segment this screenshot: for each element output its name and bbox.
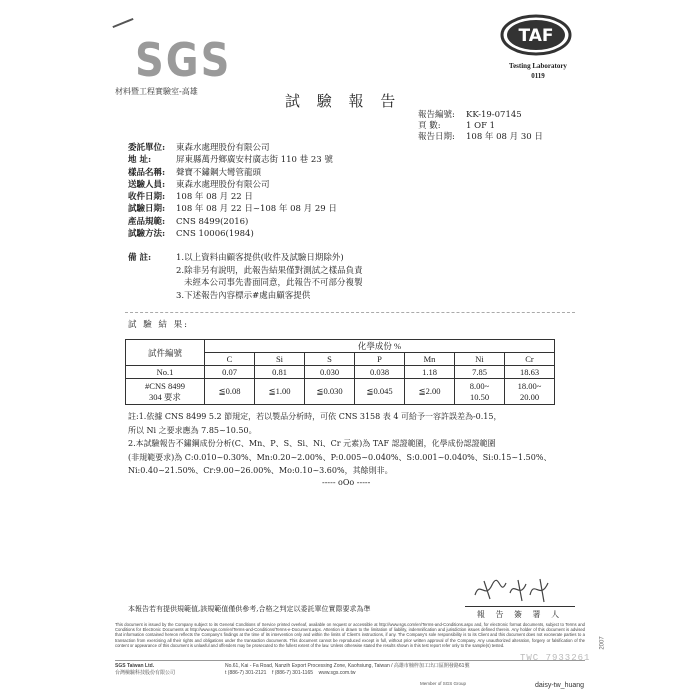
page-label: 頁 數: [418,121,441,131]
field-value: 東森水處理股份有限公司 [176,143,270,153]
table-cell: ≦0.045 [355,379,405,405]
field-key: 試驗日期: [128,204,166,215]
field-value: CNS 8499(2016) [176,216,249,227]
date-value: 108 年 08 月 30 日 [466,132,543,142]
column-header: Si [255,353,305,366]
taf-sub-line2: 0119 [531,72,545,80]
corner-text: daisy-tw_huang [535,682,585,689]
table-note-line: 2.本試驗報告不鏽鋼成份分析(C、Mn、P、S、Si、Ni、Cr 元素)為 TAF 認證範圍，化學成份認證範圍 [128,439,496,448]
column-header: C [205,353,255,366]
field-key: 試驗方法: [128,229,166,240]
table-cell: 18.63 [505,366,555,379]
note-item: 1.以上資料由顧客提供(收件及試驗日期除外) [176,253,344,263]
disclaimer-text: This document is issued by the Company subject to its General Conditions of Service printed overleaf, available on request or accessible at http://www.sgs.com/en/Terms-and-Conditions.aspx and, for electronic format documents, subject to Terms and Conditions for Electronic Documents at http://www.sgs.com/en/Terms-and-Conditions/Terms-e-Document.aspx. Attention is drawn to the limitation of liability, indemnification and jurisdiction issues defined therein. Any holder of this document is advised that information contained hereon reflects the Company's findings at the time of its intervention only and within the limits of Client's instructions, if any. The Company's sole responsibility is to its Client and this document does not exonerate parties to a transaction from exercising all their rights and obligations under the transaction documents. This document cannot be reproduced except in full, without prior written approval of the Company. Any unauthorized alteration, forgery or falsification of the content or appearance of this document is unlawful and offenders may be prosecuted to the fullest extent of the law. Unless otherwise stated the results shown in this test report refer only to the sample(s) tested. [115,622,585,648]
address-block [225,663,545,676]
table-cell: 1.18 [405,366,455,379]
taf-logo-icon [500,14,572,56]
taf-logo-text: TAF [518,26,554,46]
results-table [125,339,555,405]
table-note-line: (非規範要求)為 C:0.010~0.30%、Mn:0.20~2.00%、P:0.005~0.040%、S:0.001~0.040%、Si:0.15~1.50%、 [128,452,552,462]
member-text: Member of SGS Group [420,681,467,686]
table-note-line: 註:1.依據 CNS 8499 5.2 節規定，若以製品分析時，可依 CNS 3158 表 4 可給予一容許誤差為-0.15， [128,412,502,421]
field-value: 108 年 08 月 22 日 [176,192,253,203]
field-value: 聲寶不鏽鋼大彎管龍頭 [176,167,262,178]
field-key: 產品規範: [128,216,166,227]
table-cell: 7.85 [455,366,505,379]
report-no-value: KK-19-07145 [466,110,522,120]
composition-header: 化學成份 % [205,340,555,353]
table-note-line: 所以 Ni 之要求應為 7.85~10.50。 [128,425,257,435]
company-block [115,663,175,676]
field-value: 東森水處理股份有限公司 [176,179,270,190]
notes-label: 備 註: [128,253,152,263]
end-mark: ----- oOo ----- [322,478,371,487]
table-cell: 0.038 [355,366,405,379]
divider [125,312,575,313]
report-title: 試 驗 報 告 [285,92,402,110]
lab-name: 材料暨工程實驗室-高雄 [115,87,198,96]
footer-divider [115,660,585,661]
column-header: P [355,353,405,366]
table-cell: ≦0.08 [205,379,255,405]
row-label: No.1 [126,366,205,379]
column-header: Mn [405,353,455,366]
table-cell: 0.07 [205,366,255,379]
field-row [128,142,337,154]
footer-note: 本報告若有提供規範值,該規範值僅供參考,合格之判定以委託單位實際要求為準 [128,605,371,613]
company-fax: f (886-7) 301-1165 [271,669,314,676]
table-cell: 8.00~ 10.50 [455,379,505,405]
field-row [128,203,337,215]
pen-mark [112,18,133,28]
taf-sub-line1: Testing Laboratory [509,62,567,70]
table-cell: 18.00~ 20.00 [505,379,555,405]
field-row [128,216,337,228]
table-cell: ≦1.00 [255,379,305,405]
sample-header: 試件編號 [126,340,205,366]
field-key: 委託單位: [128,143,166,153]
note-item: 2.除非另有說明，此報告結果僅對測試之樣品負責 [176,265,363,276]
report-no-label: 報告編號: [418,110,455,120]
row-label: #CNS 8499 304 要求 [126,379,205,405]
table-row [126,379,555,405]
field-row [128,191,337,203]
page-value: 1 OF 1 [466,121,496,131]
company-web: www.sgs.com.tw [318,669,356,676]
taf-subtitle [498,61,578,81]
field-value: 108 年 08 月 22 日~108 年 08 月 29 日 [176,204,337,215]
table-cell: ≦2.00 [405,379,455,405]
stamp-code: TWC 7933261 [520,653,591,663]
sgs-logo: SGS [135,34,232,88]
field-key: 樣品名稱: [128,167,166,178]
company-name-zh: 台灣檢驗科技股份有限公司 [115,669,176,676]
table-note-line: Ni:0.40~21.50%、Cr:9.00~26.00%、Mo:0.10~3.60%，其餘則非。 [128,466,393,475]
table-cell: 0.030 [305,366,355,379]
column-header: Ni [455,353,505,366]
company-name-en: SGS Taiwan Ltd. [115,663,155,669]
company-address: No.61, Kai - Fa Road, Nanzih Export Processing Zone, Kaohsiung, Taiwan / 高雄市楠梓加工出口區開發路61號 [225,663,470,669]
side-year: 2007 [599,636,606,650]
signer-label: 報 告 簽 署 人 [465,606,575,620]
report-meta [418,110,543,143]
field-key: 地 址: [128,155,152,166]
report-fields [128,142,337,240]
table-row [126,366,555,379]
table-notes [128,410,551,478]
field-row [128,167,337,179]
table-cell: 0.81 [255,366,305,379]
field-key: 送驗人員: [128,179,166,190]
note-item: 未經本公司事先書面同意，此報告不可部分複製 [184,278,363,288]
note-item: 3.下述報告內容標示#處由顧客提供 [176,290,311,301]
column-header: Cr [505,353,555,366]
field-value: 屏東縣萬丹鄉廣安村廣志街 110 巷 23 號 [176,155,333,166]
field-row [128,228,337,240]
date-label: 報告日期: [418,132,455,142]
notes-block [128,252,363,302]
results-label: 試 驗 結 果: [128,320,189,330]
field-key: 收件日期: [128,192,166,203]
table-cell: ≦0.030 [305,379,355,405]
field-value: CNS 10006(1984) [176,229,254,240]
field-row [128,154,337,166]
field-row [128,179,337,191]
column-header: S [305,353,355,366]
company-phone: t (886-7) 301-2121 [225,669,267,676]
handwritten-signature [470,575,560,605]
